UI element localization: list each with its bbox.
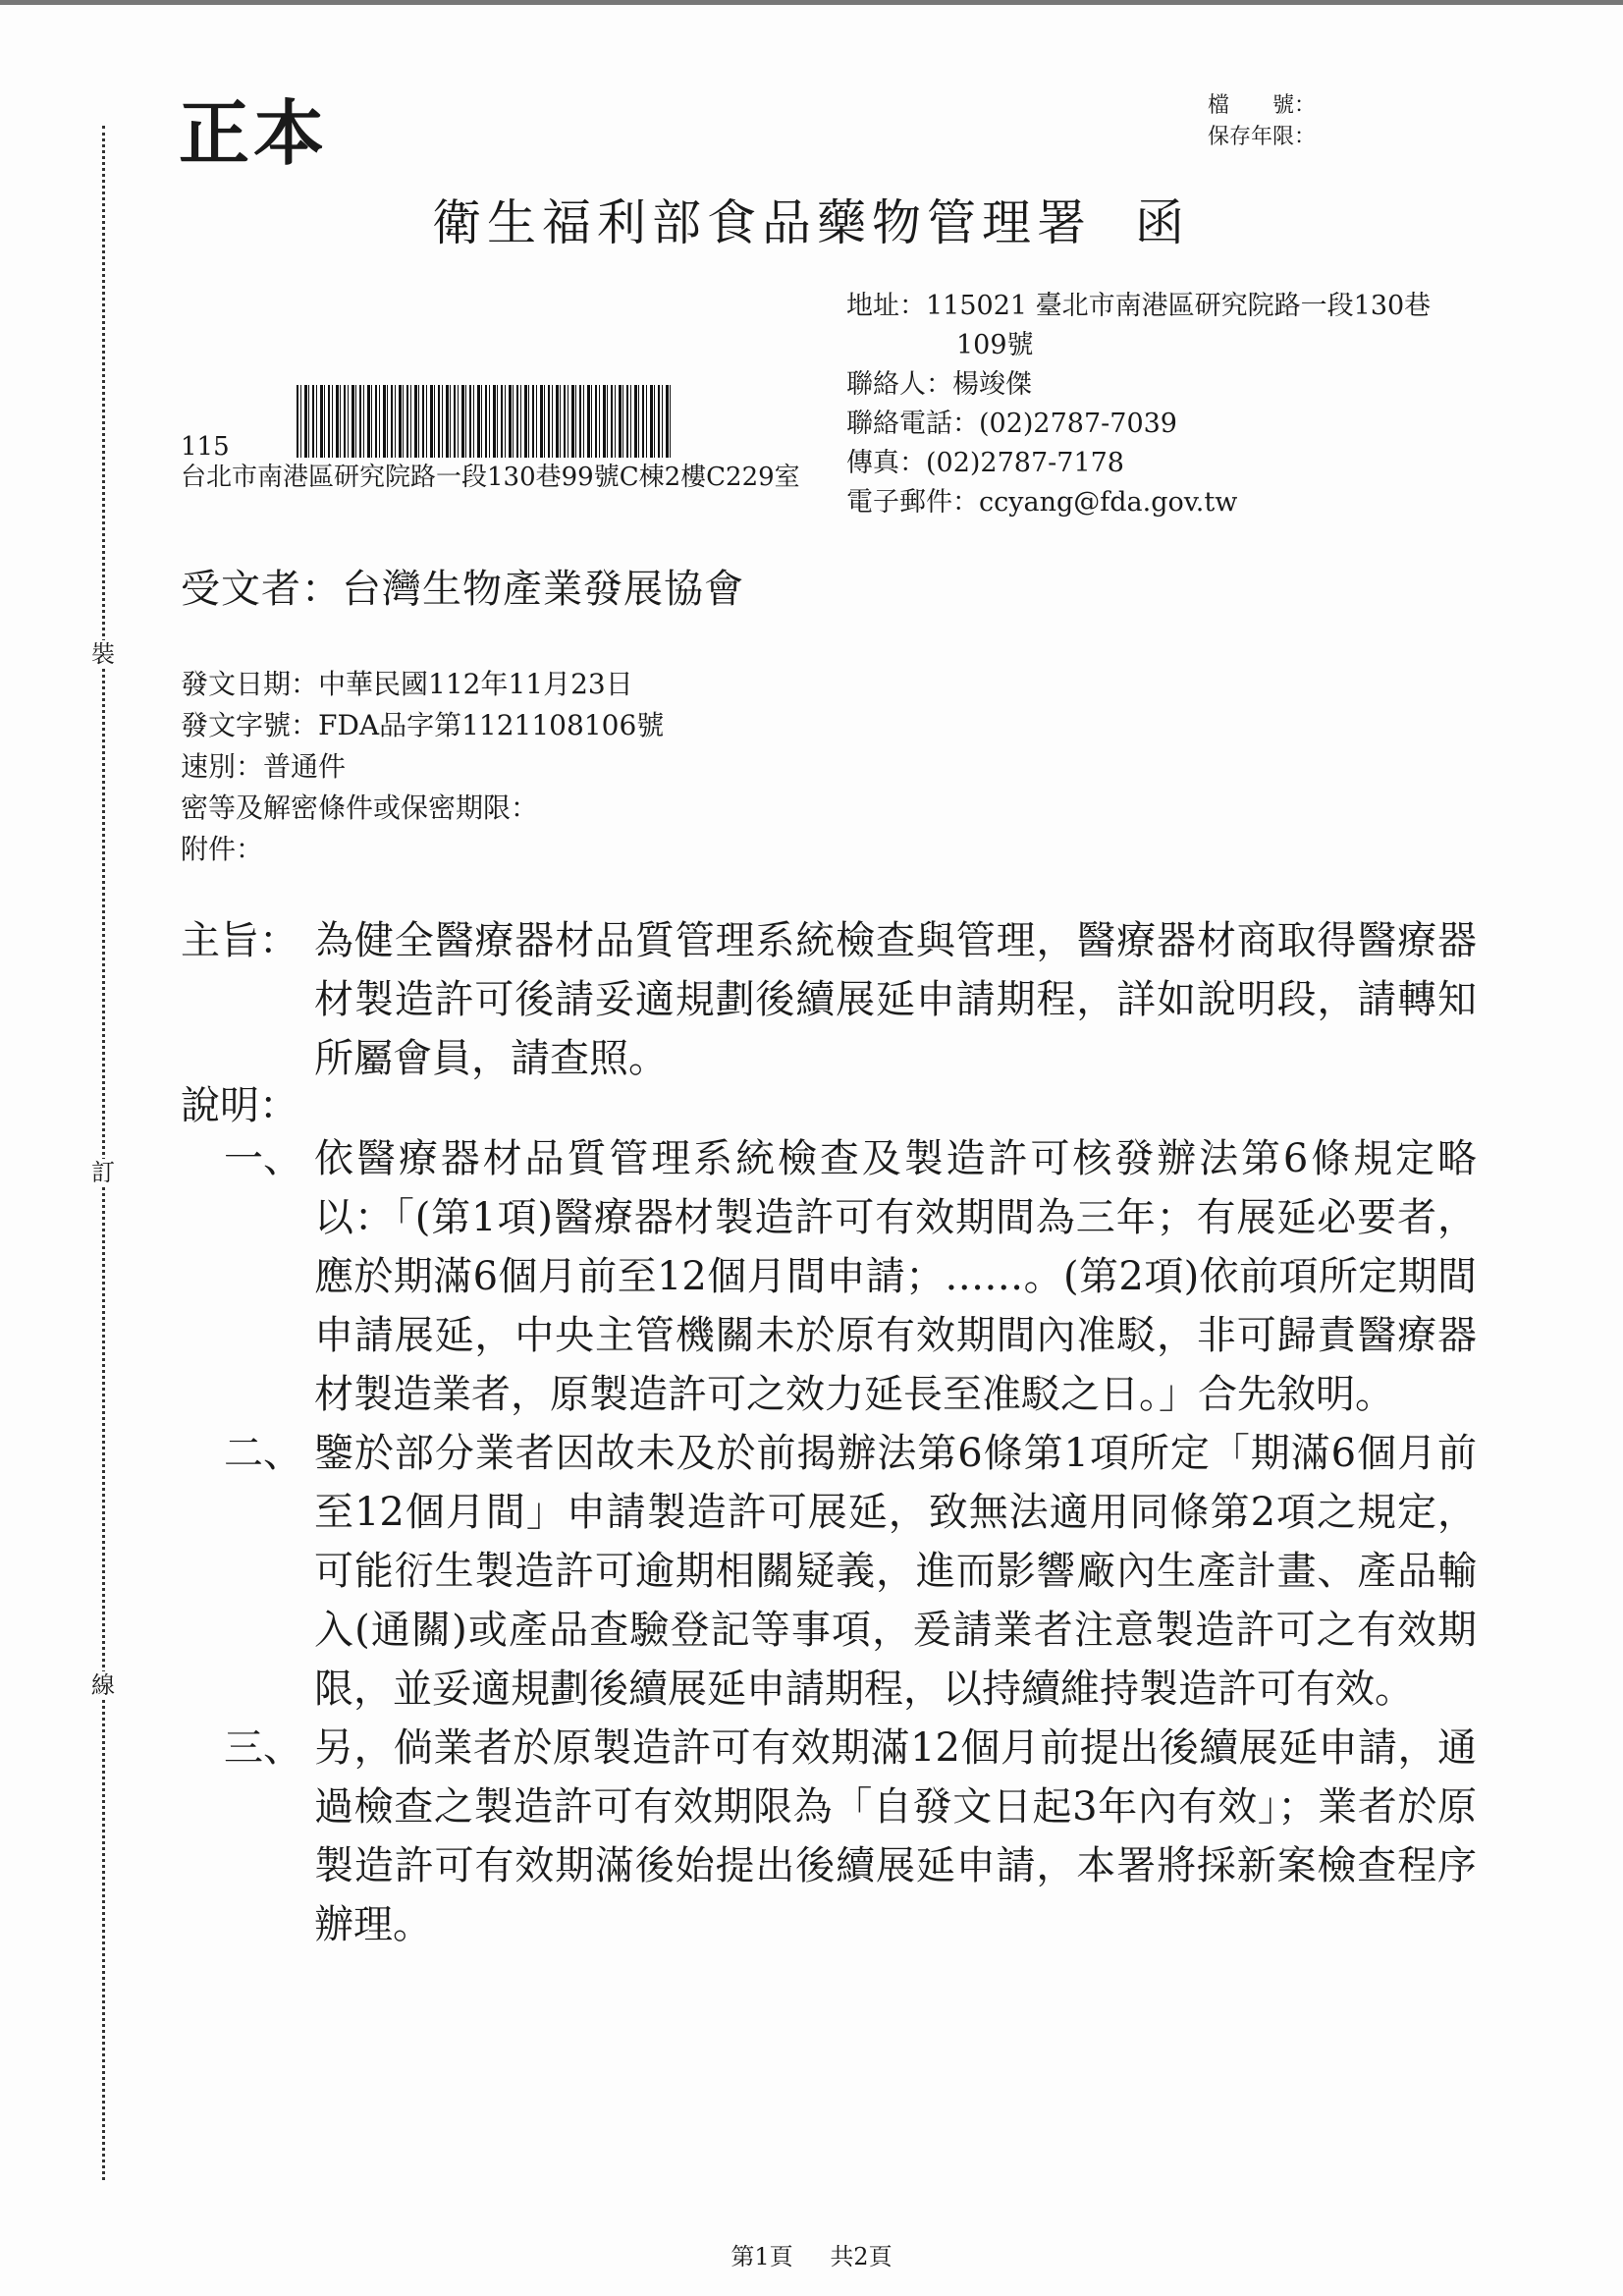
fax-number: (02)2787-7178: [926, 448, 1124, 478]
page-number: 第1頁: [730, 2243, 793, 2270]
explanation-items: [181, 1129, 1477, 1954]
attachment-label: 附件：: [181, 833, 264, 865]
fax-row: [846, 444, 1475, 483]
address-label: 地址：: [846, 291, 926, 321]
issue-date: 中華民國112年11月23日: [318, 668, 633, 700]
subject-label: 主旨：: [181, 918, 298, 963]
document-meta: [181, 664, 664, 870]
page-total: 共2頁: [830, 2243, 893, 2270]
item-text: 依醫療器材品質管理系統檢查及製造許可核發辦法第6條規定略以：「(第1項)醫療器材製造許可有效期間為三年；有展延必要者，應於期滿6個月前至12個月間申請；……。(第2項)依前項所定期間申請展延，中央主管機關未於原有效期間內准駁，非可歸責醫療器材製造業者，原製造許可之效力延長至准駁之日。」合先敘明。: [314, 1136, 1477, 1417]
explanation-item: [181, 1129, 1477, 1424]
phone-label: 聯絡電話：: [846, 409, 979, 439]
issue-date-label: 發文日期：: [181, 668, 319, 700]
binding-mark-xian: 線: [88, 1671, 118, 1699]
contact-person: 楊竣傑: [952, 369, 1032, 400]
page-footer: [0, 2237, 1623, 2271]
address-line1: 115021 臺北市南港區研究院路一段130巷: [926, 291, 1432, 321]
email-row: [846, 483, 1475, 522]
top-edge: [0, 0, 1623, 5]
recipient-label: 受文者：: [181, 567, 342, 612]
document-number-row: [181, 705, 664, 746]
file-number-label: 檔 號：: [1208, 93, 1317, 118]
subject-section: [181, 911, 1477, 1088]
secrecy-label: 密等及解密條件或保密期限：: [181, 792, 539, 824]
subject-text: 為健全醫療器材品質管理系統檢查與管理，醫療器材商取得醫療器材製造許可後請妥適規劃後續展延申請期程，詳如說明段，請轉知所屬會員，請查照。: [314, 918, 1477, 1081]
explanation-label: 說明：: [181, 1083, 298, 1128]
explanation-item: [181, 1719, 1477, 1954]
fax-label: 傳真：: [846, 448, 926, 478]
contact-person-row: [846, 365, 1475, 405]
agency-name: 衛生福利部食品藥物管理署: [432, 194, 1092, 251]
item-text: 另，倘業者於原製造許可有效期滿12個月前提出後續展延申請，通過檢查之製造許可有效期限為「自發文日起3年內有效」；業者於原製造許可有效期滿後始提出後續展延申請，本署將採新案檢查程序辦理。: [314, 1725, 1477, 1947]
document-number: FDA品字第1121108106號: [318, 709, 665, 741]
item-number: 一、: [224, 1136, 302, 1181]
retention-label: 保存年限：: [1208, 125, 1317, 149]
explanation-item: [181, 1424, 1477, 1719]
speed-label: 速別：: [181, 750, 264, 783]
contact-block: [846, 287, 1475, 522]
mailing-postal-code: 115: [181, 432, 230, 462]
document-type: 函: [1135, 194, 1190, 251]
file-meta: [1208, 90, 1316, 153]
binding-mark-zhuang: 裝: [88, 640, 118, 668]
original-copy-stamp: 正本: [179, 91, 329, 175]
address-line2: 109號: [956, 330, 1034, 360]
agency-title: [432, 196, 1190, 250]
speed-row: [181, 746, 664, 788]
item-text: 鑒於部分業者因故未及於前揭辦法第6條第1項所定「期滿6個月前至12個月間」申請製造許可展延，致無法適用同條第2項之規定，可能衍生製造許可逾期相關疑義，進而影響廠內生產計畫、產品輸入(通關)或產品查驗登記等事項，爰請業者注意製造許可之有效期限，並妥適規劃後續展延申請期程，以持續維持製造許可有效。: [314, 1431, 1477, 1712]
email-label: 電子郵件：: [846, 487, 979, 518]
barcode: [297, 385, 672, 458]
recipient-name: 台灣生物產業發展協會: [342, 567, 744, 612]
binding-mark-ding: 訂: [88, 1159, 118, 1186]
item-number: 三、: [224, 1725, 302, 1771]
document-number-label: 發文字號：: [181, 709, 319, 741]
email-address: ccyang@fda.gov.tw: [979, 487, 1238, 518]
recipient: [181, 558, 744, 614]
address-row: [846, 287, 1475, 326]
speed-value: 普通件: [263, 750, 347, 783]
phone-number: (02)2787-7039: [979, 409, 1177, 439]
binding-line: [102, 126, 105, 2180]
phone-row: [846, 405, 1475, 444]
item-number: 二、: [224, 1431, 302, 1476]
contact-person-label: 聯絡人：: [846, 369, 952, 400]
mailing-address: 台北市南港區研究院路一段130巷99號C棟2樓C229室: [181, 463, 800, 492]
issue-date-row: [181, 664, 664, 705]
